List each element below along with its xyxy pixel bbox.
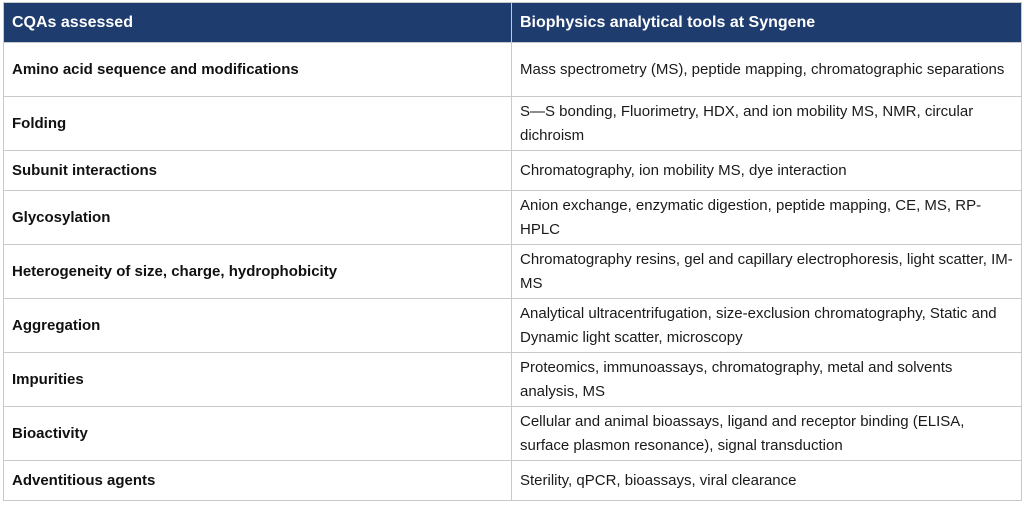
tools-cell: Chromatography resins, gel and capillary electrophoresis, light scatter, IM-MS	[512, 245, 1022, 299]
cqa-cell: Aggregation	[4, 299, 512, 353]
table-row	[4, 461, 1022, 501]
cqa-cell: Impurities	[4, 353, 512, 407]
tools-cell: Proteomics, immunoassays, chromatography, metal and solvents analysis, MS	[512, 353, 1022, 407]
cqa-cell: Subunit interactions	[4, 151, 512, 191]
table-row	[4, 97, 1022, 151]
tools-cell: Analytical ultracentrifugation, size-exclusion chromatography, Static and Dynamic light scatter, microscopy	[512, 299, 1022, 353]
tools-cell: Mass spectrometry (MS), peptide mapping, chromatographic separations	[512, 43, 1022, 97]
table-row	[4, 299, 1022, 353]
header-cqas-assessed: CQAs assessed	[4, 3, 512, 43]
cqa-cell: Amino acid sequence and modifications	[4, 43, 512, 97]
cqa-cell: Glycosylation	[4, 191, 512, 245]
table-row	[4, 43, 1022, 97]
table-row	[4, 151, 1022, 191]
table-header-row	[4, 3, 1022, 43]
table-row	[4, 191, 1022, 245]
table-row	[4, 353, 1022, 407]
cqa-tools-table	[3, 2, 1022, 501]
header-analytical-tools: Biophysics analytical tools at Syngene	[512, 3, 1022, 43]
cqa-cell: Folding	[4, 97, 512, 151]
tools-cell: Anion exchange, enzymatic digestion, peptide mapping, CE, MS, RP-HPLC	[512, 191, 1022, 245]
tools-cell: Chromatography, ion mobility MS, dye interaction	[512, 151, 1022, 191]
tools-cell: Sterility, qPCR, bioassays, viral clearance	[512, 461, 1022, 501]
cqa-cell: Adventitious agents	[4, 461, 512, 501]
cqa-cell: Heterogeneity of size, charge, hydrophobicity	[4, 245, 512, 299]
table-row	[4, 407, 1022, 461]
cqa-cell: Bioactivity	[4, 407, 512, 461]
tools-cell: S—S bonding, Fluorimetry, HDX, and ion mobility MS, NMR, circular dichroism	[512, 97, 1022, 151]
table-row	[4, 245, 1022, 299]
tools-cell: Cellular and animal bioassays, ligand and receptor binding (ELISA, surface plasmon resonance), signal transduction	[512, 407, 1022, 461]
